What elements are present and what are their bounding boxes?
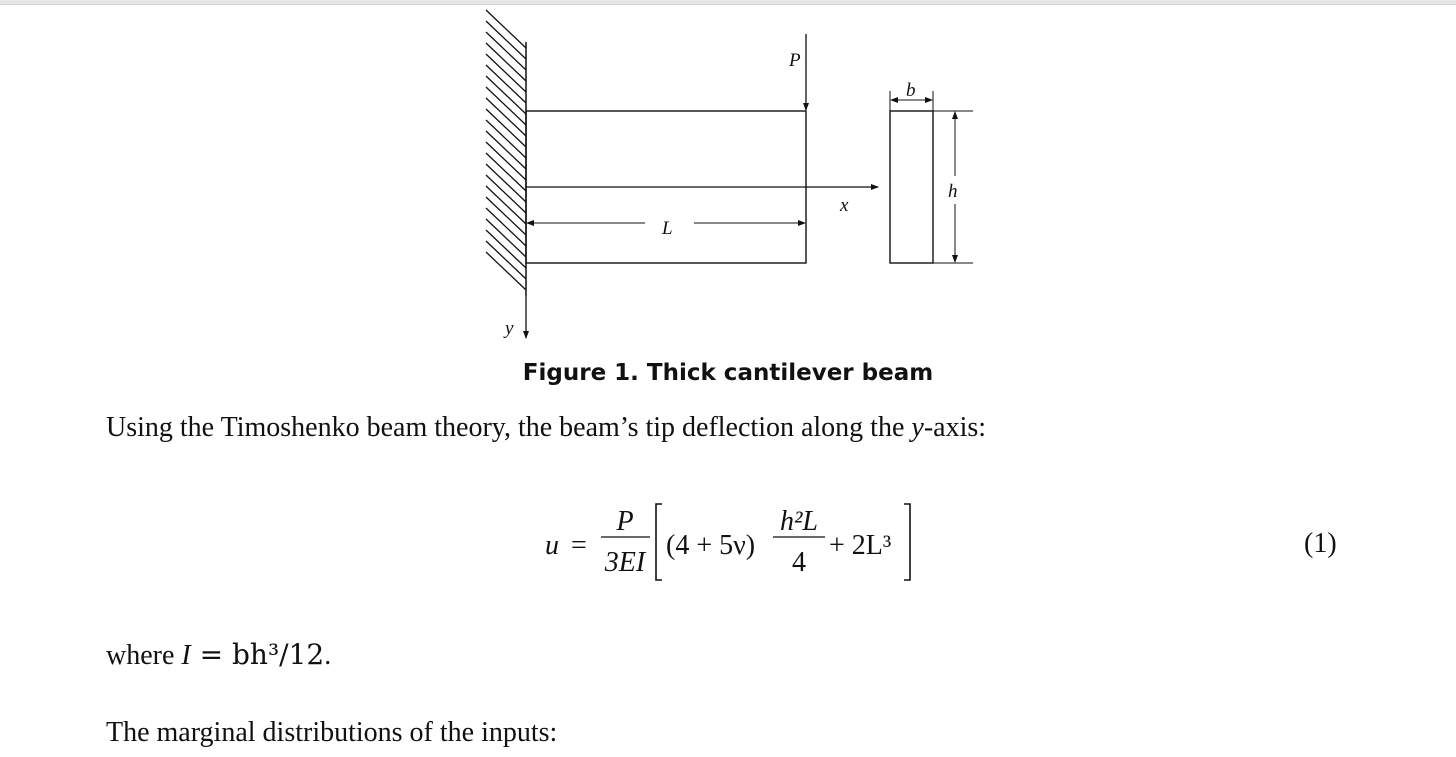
hatch-line — [486, 54, 526, 92]
hatch-line — [486, 175, 526, 213]
hatch-line — [486, 65, 526, 103]
intro-text-after: -axis: — [923, 412, 987, 443]
eq-frac2-denominator: 4 — [792, 547, 806, 578]
wall-hatching — [486, 10, 526, 290]
intro-text-before: Using the Timoshenko beam theory, the beam’s tip deflection along the — [106, 412, 912, 443]
width-label: b — [906, 80, 916, 101]
eq-frac1-denominator: 3EI — [604, 547, 646, 578]
where-rhs: = bh³/12 — [190, 638, 325, 671]
eq-right-bracket — [904, 504, 910, 580]
hatch-line — [486, 76, 526, 114]
hatch-line — [486, 21, 526, 59]
hatch-line — [486, 109, 526, 147]
where-paragraph — [106, 638, 331, 672]
eq-tail: + 2L³ — [829, 530, 892, 561]
where-prefix: where — [106, 640, 182, 671]
intro-paragraph — [106, 412, 986, 444]
hatch-line — [486, 87, 526, 125]
hatch-line — [486, 241, 526, 279]
marginal-paragraph: The marginal distributions of the inputs: — [106, 717, 558, 748]
eq-frac1-numerator: P — [616, 506, 634, 537]
hatch-line — [486, 153, 526, 191]
hatch-line — [486, 230, 526, 268]
cross-section-rectangle — [890, 111, 933, 263]
hatch-line — [486, 131, 526, 169]
hatch-line — [486, 32, 526, 70]
hatch-line — [486, 98, 526, 136]
eq-left-bracket — [656, 504, 662, 580]
hatch-line — [486, 252, 526, 290]
eq-paren-term: (4 + 5ν) — [666, 530, 756, 561]
hatch-line — [486, 43, 526, 81]
hatch-line — [486, 120, 526, 158]
intro-variable: y — [911, 412, 924, 443]
figure-caption: Figure 1. Thick cantilever beam — [522, 360, 934, 386]
eq-equals: = — [571, 530, 587, 561]
length-label: L — [662, 218, 673, 239]
hatch-line — [486, 219, 526, 257]
hatch-line — [486, 142, 526, 180]
hatch-line — [486, 197, 526, 235]
load-label: P — [789, 50, 801, 71]
hatch-line — [486, 164, 526, 202]
x-axis-label: x — [840, 195, 849, 216]
hatch-line — [486, 10, 526, 48]
equation-1 — [0, 490, 1456, 600]
hatch-line — [486, 186, 526, 224]
equation-number: (1) — [1304, 528, 1337, 559]
height-label: h — [948, 181, 958, 202]
where-period: . — [324, 640, 332, 671]
eq-frac2-numerator: h²L — [780, 506, 818, 537]
cantilever-beam-figure — [0, 0, 1456, 360]
hatch-line — [486, 208, 526, 246]
y-axis-label: y — [505, 318, 514, 339]
where-lhs: I — [181, 640, 191, 671]
eq-lhs: u — [545, 530, 559, 561]
